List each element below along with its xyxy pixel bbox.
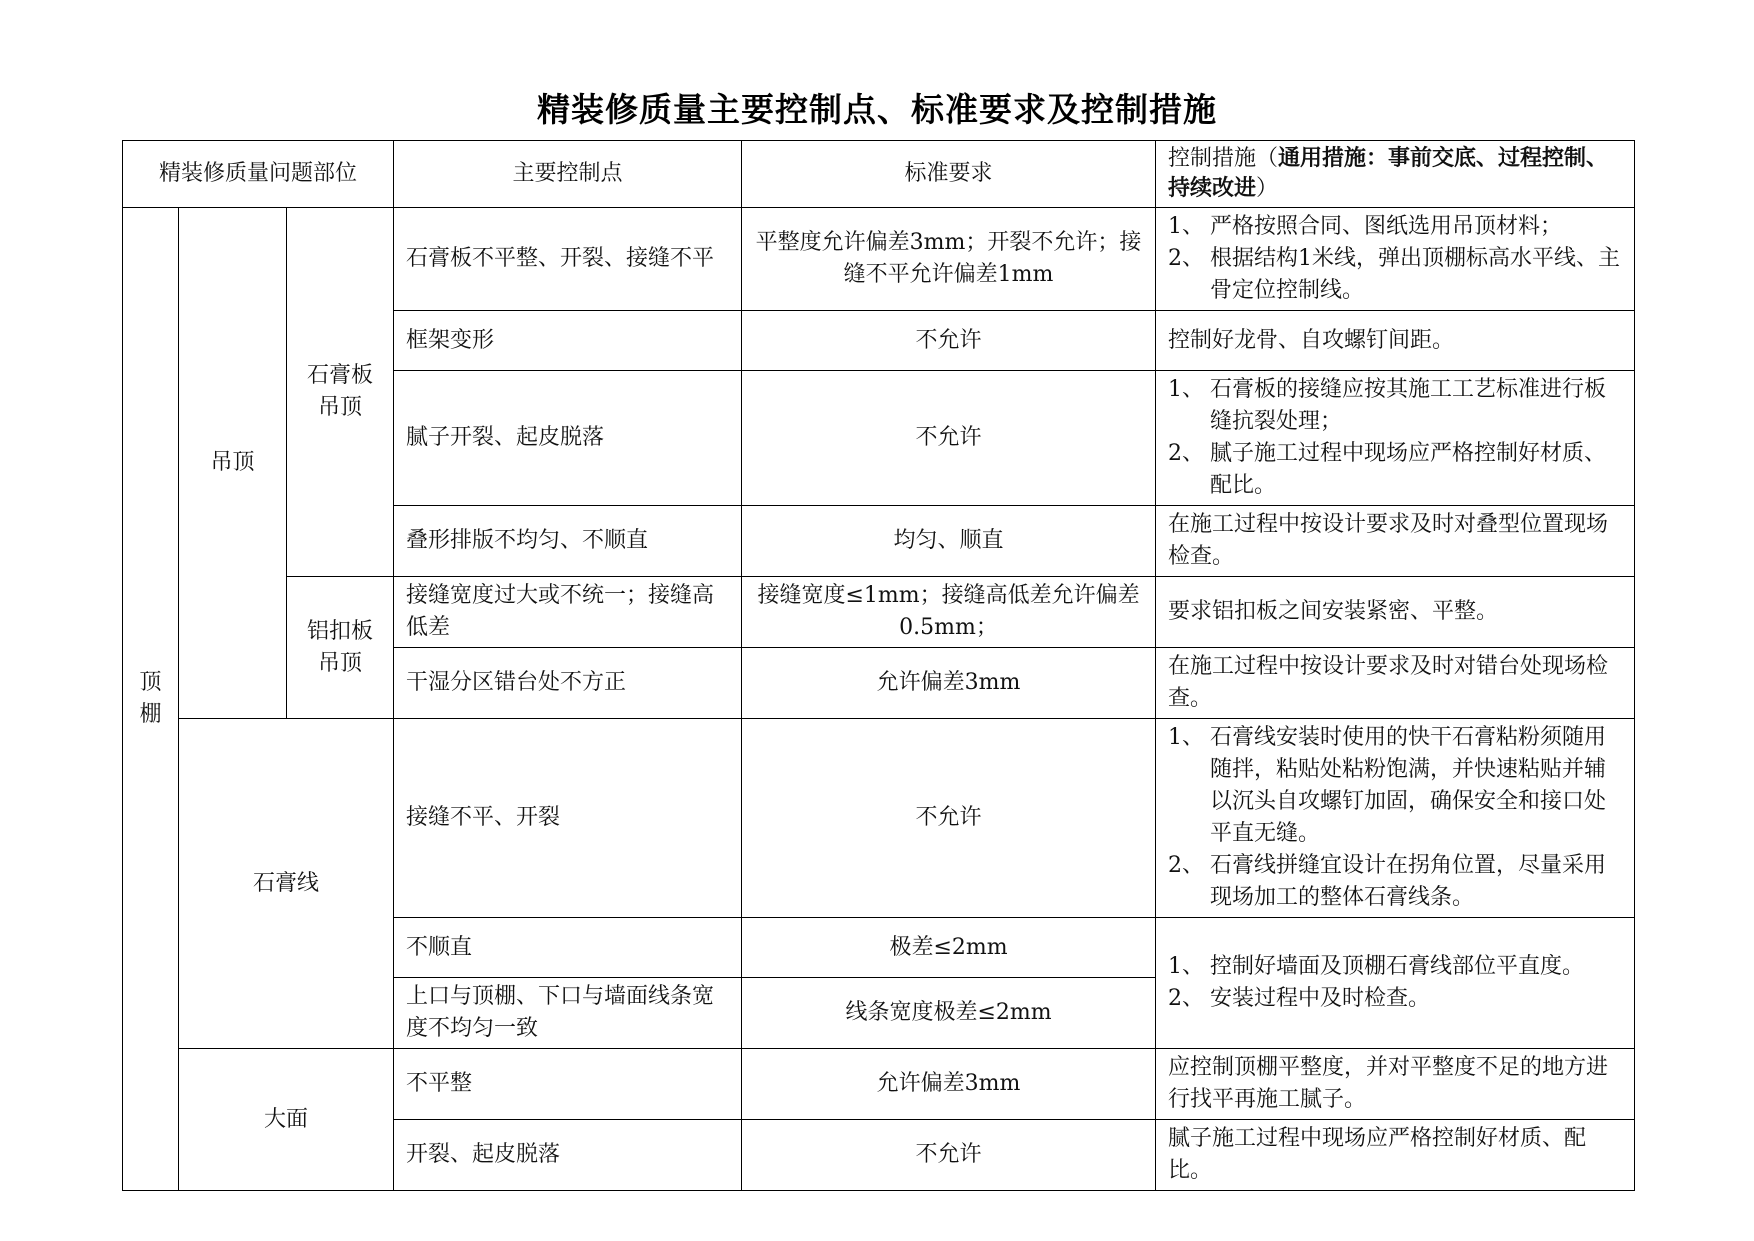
control-measures bbox=[1156, 208, 1635, 311]
header-measures-prefix: 控制措施（ bbox=[1168, 146, 1279, 171]
header-location: 精装修质量问题部位 bbox=[123, 141, 394, 208]
control-point: 不平整 bbox=[394, 1049, 742, 1120]
standard-requirement: 平整度允许偏差3mm；开裂不允许；接缝不平允许偏差1mm bbox=[742, 208, 1156, 311]
table-row bbox=[123, 208, 1635, 311]
standard-requirement: 线条宽度极差≤2mm bbox=[742, 978, 1156, 1049]
control-measures: 应控制顶棚平整度，并对平整度不足的地方进行找平再施工腻子。 bbox=[1156, 1049, 1635, 1120]
standard-requirement: 不允许 bbox=[742, 311, 1156, 371]
table-row bbox=[123, 719, 1635, 918]
header-measures-general: 通用措施：事前交底、过程控制、持续改进 bbox=[1168, 146, 1609, 201]
group-suspended-ceiling: 吊顶 bbox=[179, 208, 287, 719]
header-measures bbox=[1156, 141, 1635, 208]
control-measures bbox=[1156, 371, 1635, 506]
standard-requirement: 接缝宽度≤1mm；接缝高低差允许偏差0.5mm； bbox=[742, 577, 1156, 648]
group-large-surface: 大面 bbox=[179, 1049, 394, 1191]
list-item: 2、 腻子施工过程中现场应严格控制好材质、配比。 bbox=[1168, 441, 1607, 498]
header-measures-suffix: ） bbox=[1256, 176, 1279, 201]
standard-requirement: 不允许 bbox=[742, 719, 1156, 918]
standard-requirement: 不允许 bbox=[742, 1120, 1156, 1191]
control-measures: 在施工过程中按设计要求及时对错台处现场检查。 bbox=[1156, 648, 1635, 719]
control-point: 接缝宽度过大或不统一；接缝高低差 bbox=[394, 577, 742, 648]
control-point: 不顺直 bbox=[394, 918, 742, 978]
table-row bbox=[123, 577, 1635, 648]
list-item: 2、 安装过程中及时检查。 bbox=[1168, 986, 1431, 1011]
standard-requirement: 极差≤2mm bbox=[742, 918, 1156, 978]
control-measures bbox=[1156, 918, 1635, 1049]
group-gypsum-board-ceiling: 石膏板吊顶 bbox=[287, 208, 394, 577]
header-control-point: 主要控制点 bbox=[394, 141, 742, 208]
control-point: 开裂、起皮脱落 bbox=[394, 1120, 742, 1191]
table-row bbox=[123, 1049, 1635, 1120]
group-aluminum-board-ceiling: 铝扣板吊顶 bbox=[287, 577, 394, 719]
list-item: 1、 石膏线安装时使用的快干石膏粘粉须随用随拌，粘贴处粘粉饱满，并快速粘贴并辅以沉头自攻螺钉加固，确保安全和接口处平直无缝。 bbox=[1168, 725, 1607, 846]
list-item: 1、 严格按照合同、图纸选用吊顶材料； bbox=[1168, 214, 1563, 239]
group-ceiling: 顶棚 bbox=[123, 208, 179, 1191]
quality-control-table bbox=[122, 140, 1635, 1191]
control-point: 框架变形 bbox=[394, 311, 742, 371]
standard-requirement: 允许偏差3mm bbox=[742, 1049, 1156, 1120]
control-point: 干湿分区错台处不方正 bbox=[394, 648, 742, 719]
list-item: 1、 石膏板的接缝应按其施工工艺标准进行板缝抗裂处理； bbox=[1168, 377, 1607, 434]
control-point: 接缝不平、开裂 bbox=[394, 719, 742, 918]
control-measures bbox=[1156, 719, 1635, 918]
list-item: 2、 石膏线拼缝宜设计在拐角位置，尽量采用现场加工的整体石膏线条。 bbox=[1168, 853, 1607, 910]
control-point: 叠形排版不均匀、不顺直 bbox=[394, 506, 742, 577]
control-measures: 要求铝扣板之间安装紧密、平整。 bbox=[1156, 577, 1635, 648]
standard-requirement: 均匀、顺直 bbox=[742, 506, 1156, 577]
table-header-row bbox=[123, 141, 1635, 208]
list-item: 1、 控制好墙面及顶棚石膏线部位平直度。 bbox=[1168, 954, 1585, 979]
group-gypsum-line: 石膏线 bbox=[179, 719, 394, 1049]
control-measures: 控制好龙骨、自攻螺钉间距。 bbox=[1156, 311, 1635, 371]
control-point: 腻子开裂、起皮脱落 bbox=[394, 371, 742, 506]
standard-requirement: 不允许 bbox=[742, 371, 1156, 506]
standard-requirement: 允许偏差3mm bbox=[742, 648, 1156, 719]
control-point: 石膏板不平整、开裂、接缝不平 bbox=[394, 208, 742, 311]
control-point: 上口与顶棚、下口与墙面线条宽度不均匀一致 bbox=[394, 978, 742, 1049]
page-title: 精装修质量主要控制点、标准要求及控制措施 bbox=[537, 90, 1217, 129]
control-measures: 腻子施工过程中现场应严格控制好材质、配比。 bbox=[1156, 1120, 1635, 1191]
control-measures: 在施工过程中按设计要求及时对叠型位置现场检查。 bbox=[1156, 506, 1635, 577]
header-standard: 标准要求 bbox=[742, 141, 1156, 208]
list-item: 2、 根据结构1米线，弹出顶棚标高水平线、主骨定位控制线。 bbox=[1168, 246, 1621, 303]
